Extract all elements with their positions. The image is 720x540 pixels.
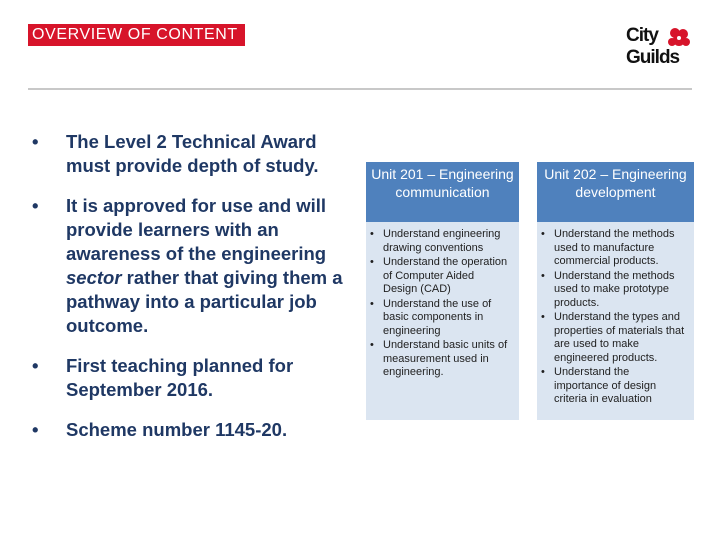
emphasis-word: sector [66, 267, 122, 288]
bullet-icon: • [541, 228, 545, 240]
unit-202-list [537, 228, 694, 408]
list-item: • Understand engineering drawing conventions [370, 228, 501, 254]
list-item: • Understand the operation of Computer Aided Design (CAD) [370, 256, 508, 295]
header-divider [28, 88, 692, 90]
bullet-icon: • [32, 131, 39, 152]
unit-201-column [366, 162, 519, 420]
list-item: • Understand the methods used to manufacture commercial products. [541, 228, 675, 267]
main-bullet-list [28, 130, 358, 452]
ampersand-flower-icon [666, 27, 692, 49]
bullet-icon: • [370, 339, 374, 351]
main-point: • Scheme number 1145-20. [32, 419, 288, 440]
unit-202-header: Unit 202 – Engineering development [537, 162, 694, 222]
section-title-badge: OVERVIEW OF CONTENT [28, 24, 245, 46]
list-item: • Understand the importance of design criteria in evaluation [541, 366, 657, 405]
unit-201-list [366, 228, 519, 381]
bullet-icon: • [541, 311, 545, 323]
logo-line-1: City [626, 25, 658, 46]
list-item: • Understand the methods used to make prototype products. [541, 269, 675, 309]
bullet-icon: • [32, 419, 39, 440]
bullet-icon: • [541, 269, 545, 282]
bullet-icon: • [32, 195, 39, 216]
bullet-icon: • [370, 256, 374, 268]
logo-line-2: Guilds [626, 47, 680, 68]
bullet-icon: • [370, 297, 374, 310]
main-point: • The Level 2 Technical Award must provide depth of study. [32, 131, 319, 176]
list-item: • Understand basic units of measurement used in engineering. [370, 339, 508, 378]
bullet-icon: • [370, 228, 374, 240]
main-point: • It is approved for use and will provide learners with an awareness of the engineering sector rather that giving them a pathway into a particular job outcome. [32, 195, 343, 336]
list-item: • Understand the use of basic components in engineering [370, 297, 492, 337]
city-and-guilds-logo [626, 26, 692, 70]
unit-201-header: Unit 201 – Engineering communication [366, 162, 519, 222]
main-point: • First teaching planned for September 2016. [32, 355, 294, 400]
list-item: • Understand the types and properties of materials that are used to make engineered products. [541, 311, 685, 364]
unit-202-column [537, 162, 694, 420]
bullet-icon: • [32, 355, 39, 376]
bullet-icon: • [541, 366, 545, 378]
